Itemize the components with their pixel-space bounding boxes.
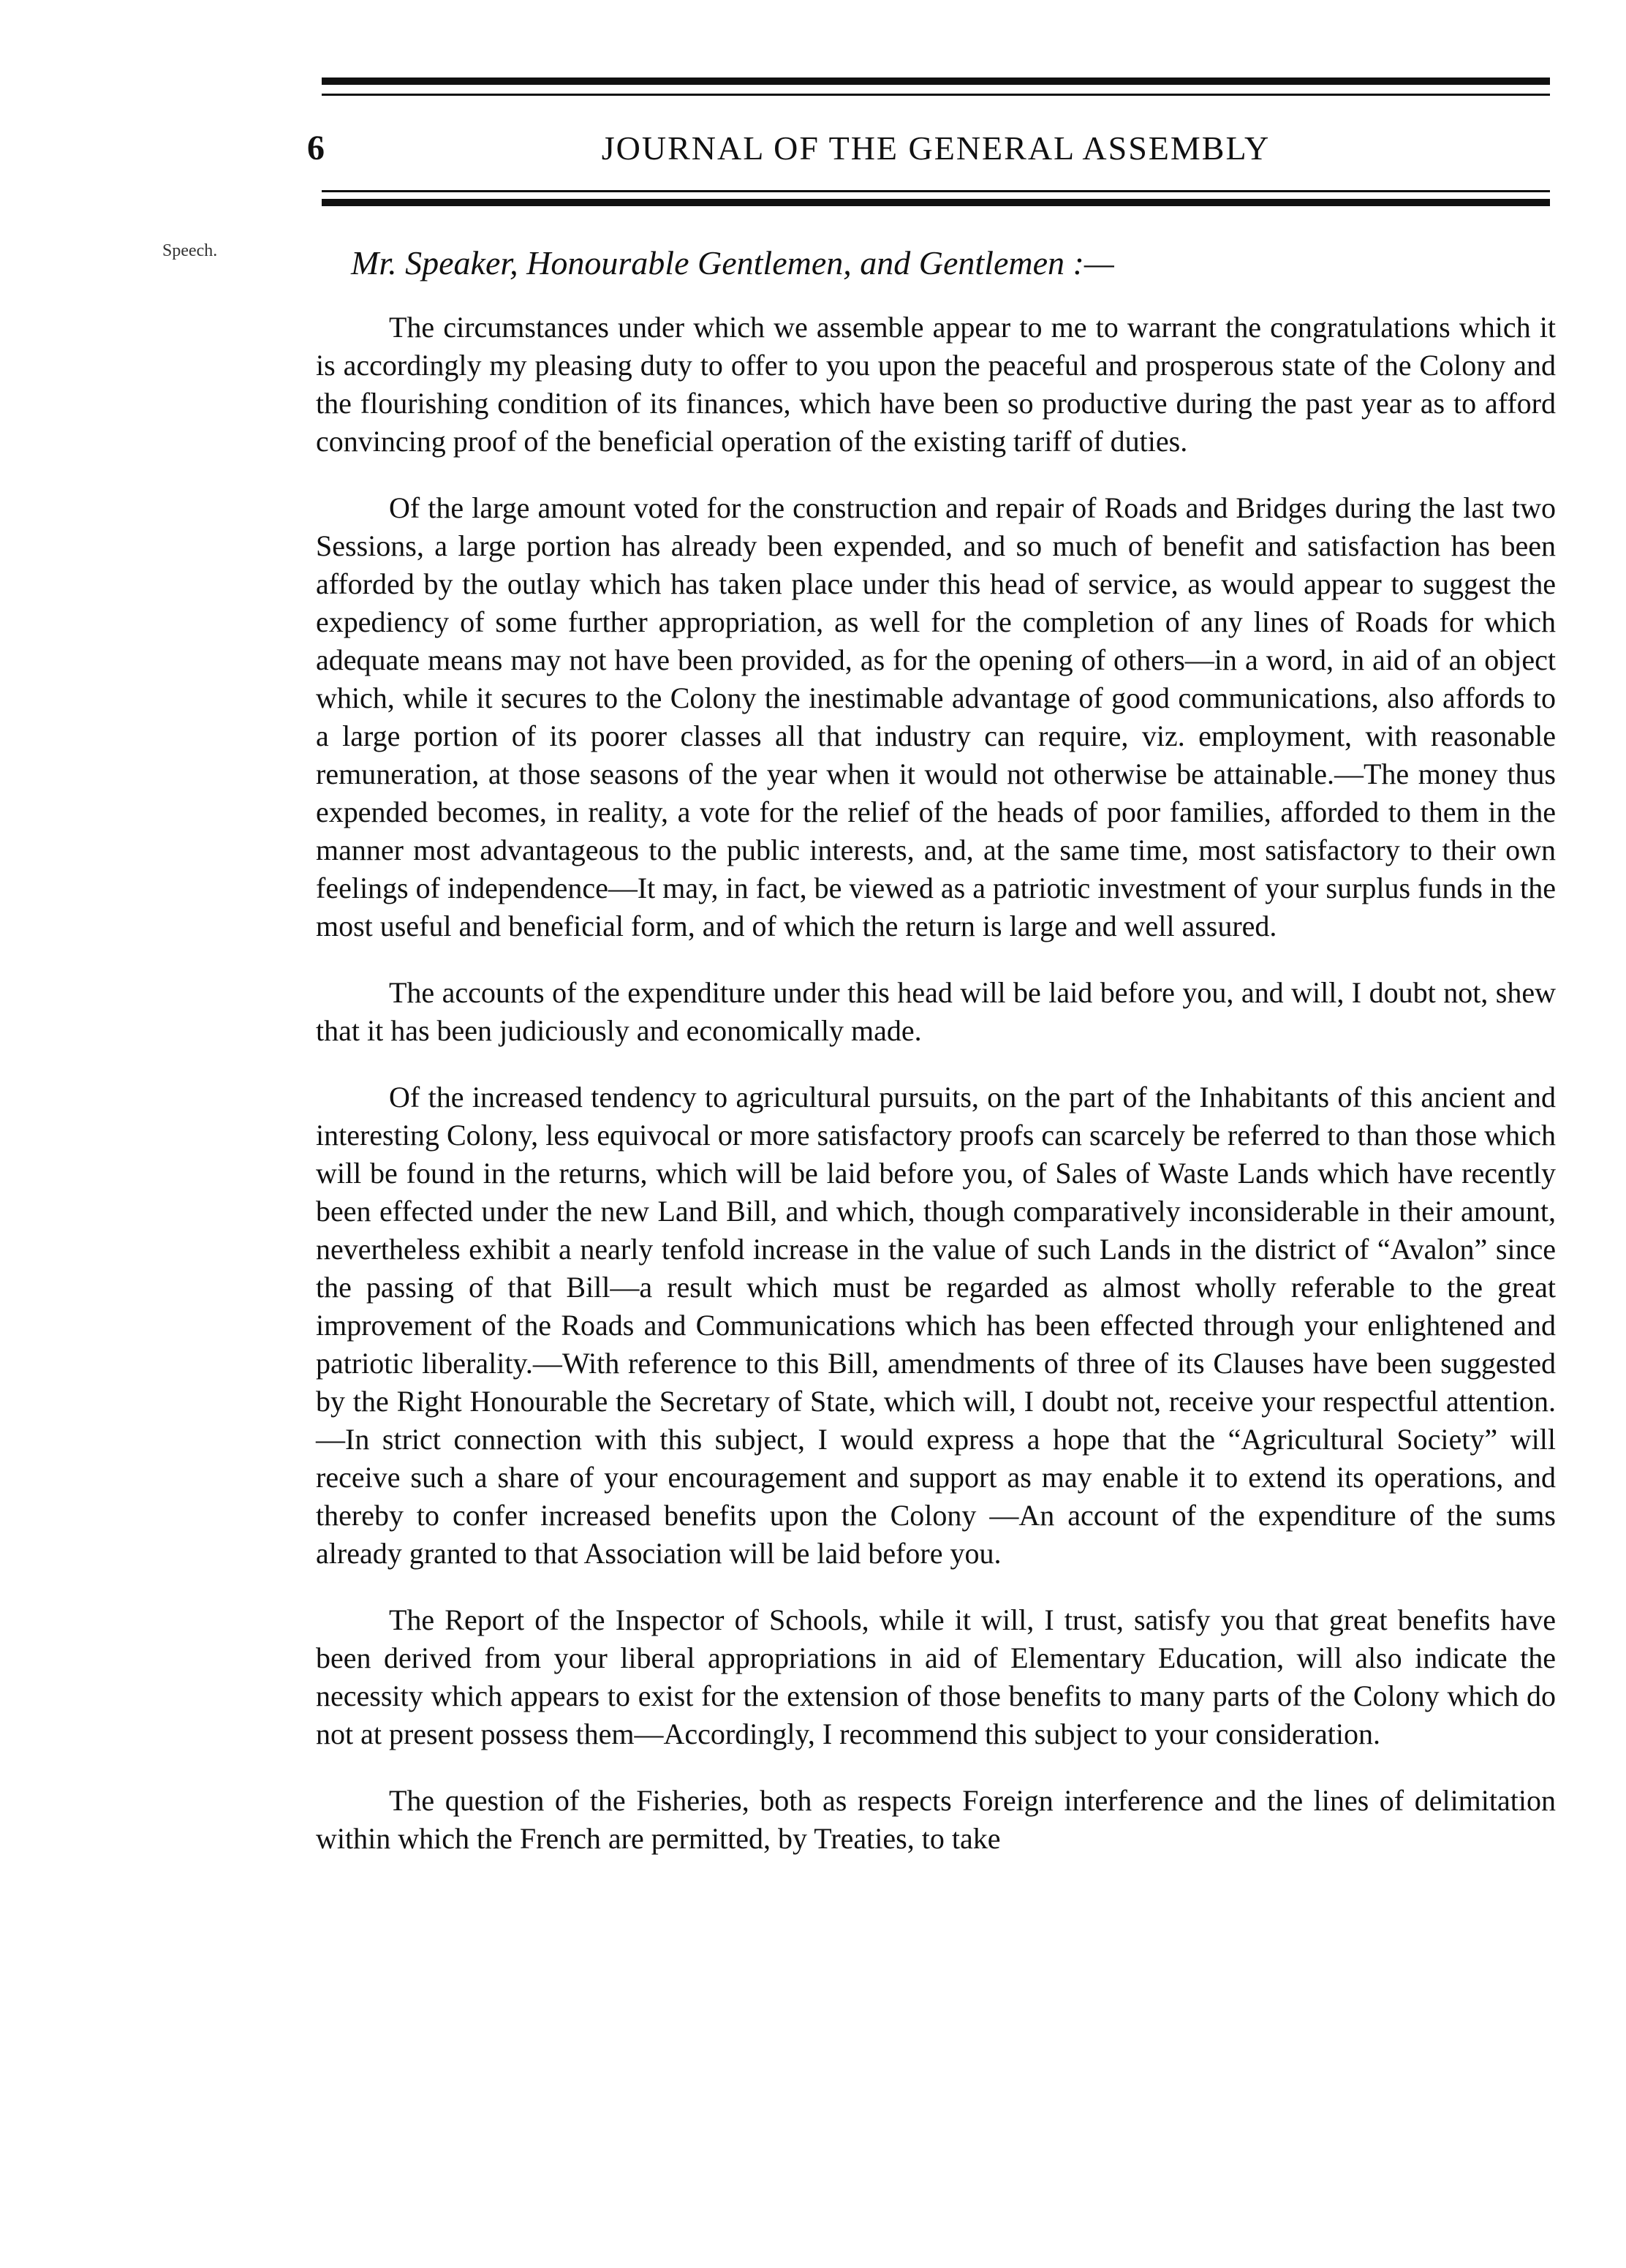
paragraph: The Report of the Inspector of Schools, while it will, I trust, satisfy you that great benefits have been derived from your liberal appropriations in aid of Elementary Education, will also indicate the necessity which appears to exist for the extension of those benefits to many parts of the Colony which do not at present possess them—Accordingly, I recommend this subject to your consideration. — [316, 1603, 1556, 1750]
speech-body — [316, 309, 1556, 1886]
paragraph: The question of the Fisheries, both as respects Foreign interference and the lines of delimitation within which the French are permitted, by Treaties, to take — [316, 1784, 1556, 1855]
paragraph: The accounts of the expenditure under this head will be laid before you, and will, I doubt not, shew that it has been judiciously and economically made. — [316, 976, 1556, 1047]
page-number: 6 — [307, 129, 325, 167]
header-rule-top-thick — [322, 78, 1550, 85]
page-header — [307, 123, 1565, 174]
paragraph: The circumstances under which we assemble appear to me to warrant the congratulations which it is accordingly my pleasing duty to offer to you upon the peaceful and prosperous state of the Colony and the flourishing condition of its finances, which have been so productive during the past year as to afford convincing proof of the beneficial operation of the existing tariff of duties. — [316, 311, 1556, 458]
running-title: JOURNAL OF THE GENERAL ASSEMBLY — [601, 129, 1271, 167]
salutation: Mr. Speaker, Honourable Gentlemen, and Gentlemen :— — [351, 244, 1114, 281]
header-rule-bottom-thick — [322, 199, 1550, 206]
header-rule-bottom-thin — [322, 190, 1550, 192]
paragraph: Of the large amount voted for the construction and repair of Roads and Bridges during the last two Sessions, a large portion has already been expended, and so much of benefit and satisfaction has been afforded by the outlay which has taken place under this head of service, as would appear to suggest the expediency of some further appropriation, as well for the completion of any lines of Roads for which adequate means may not have been provided, as for the opening of others—in a word, in aid of an object which, while it secures to the Colony the inestimable advantage of good communications, also affords to a large portion of its poorer classes all that industry can require, viz. employment, with reasonable remuneration, at those seasons of the year when it would not otherwise be attainable.—The money thus expended becomes, in reality, a vote for the relief of the heads of poor families, afforded to them in the manner most advantageous to the public interests, and, at the same time, most satisfactory to their own feelings of independence—It may, in fact, be viewed as a patriotic investment of your surplus funds in the most useful and beneficial form, and of which the return is large and well assured. — [316, 491, 1556, 942]
margin-note: Speech. — [162, 241, 218, 260]
header-rule-top-thin — [322, 94, 1550, 96]
paragraph: Of the increased tendency to agricultural pursuits, on the part of the Inhabitants of this ancient and interesting Colony, less equivocal or more satisfactory proofs can scarcely be referred to than those which will be found in the returns, which will be laid before you, of Sales of Waste Lands which have recently been effected under the new Land Bill, and which, though comparatively inconsiderable in their amount, nevertheless exhibit a nearly tenfold increase in the value of such Lands in the district of “Avalon” since the passing of that Bill—a result which must be regarded as almost wholly referable to the great improvement of the Roads and Communications which has been effected through your enlightened and patriotic liberality.—With reference to this Bill, amendments of three of its Clauses have been suggested by the Right Honourable the Secretary of State, which will, I doubt not, receive your respectful attention.—In strict connection with this subject, I would express a hope that the “Agricultural Society” will receive such a share of your encouragement and support as may enable it to extend its operations, and thereby to confer increased benefits upon the Colony —An account of the expenditure of the sums already granted to that Association will be laid before you. — [316, 1081, 1556, 1570]
